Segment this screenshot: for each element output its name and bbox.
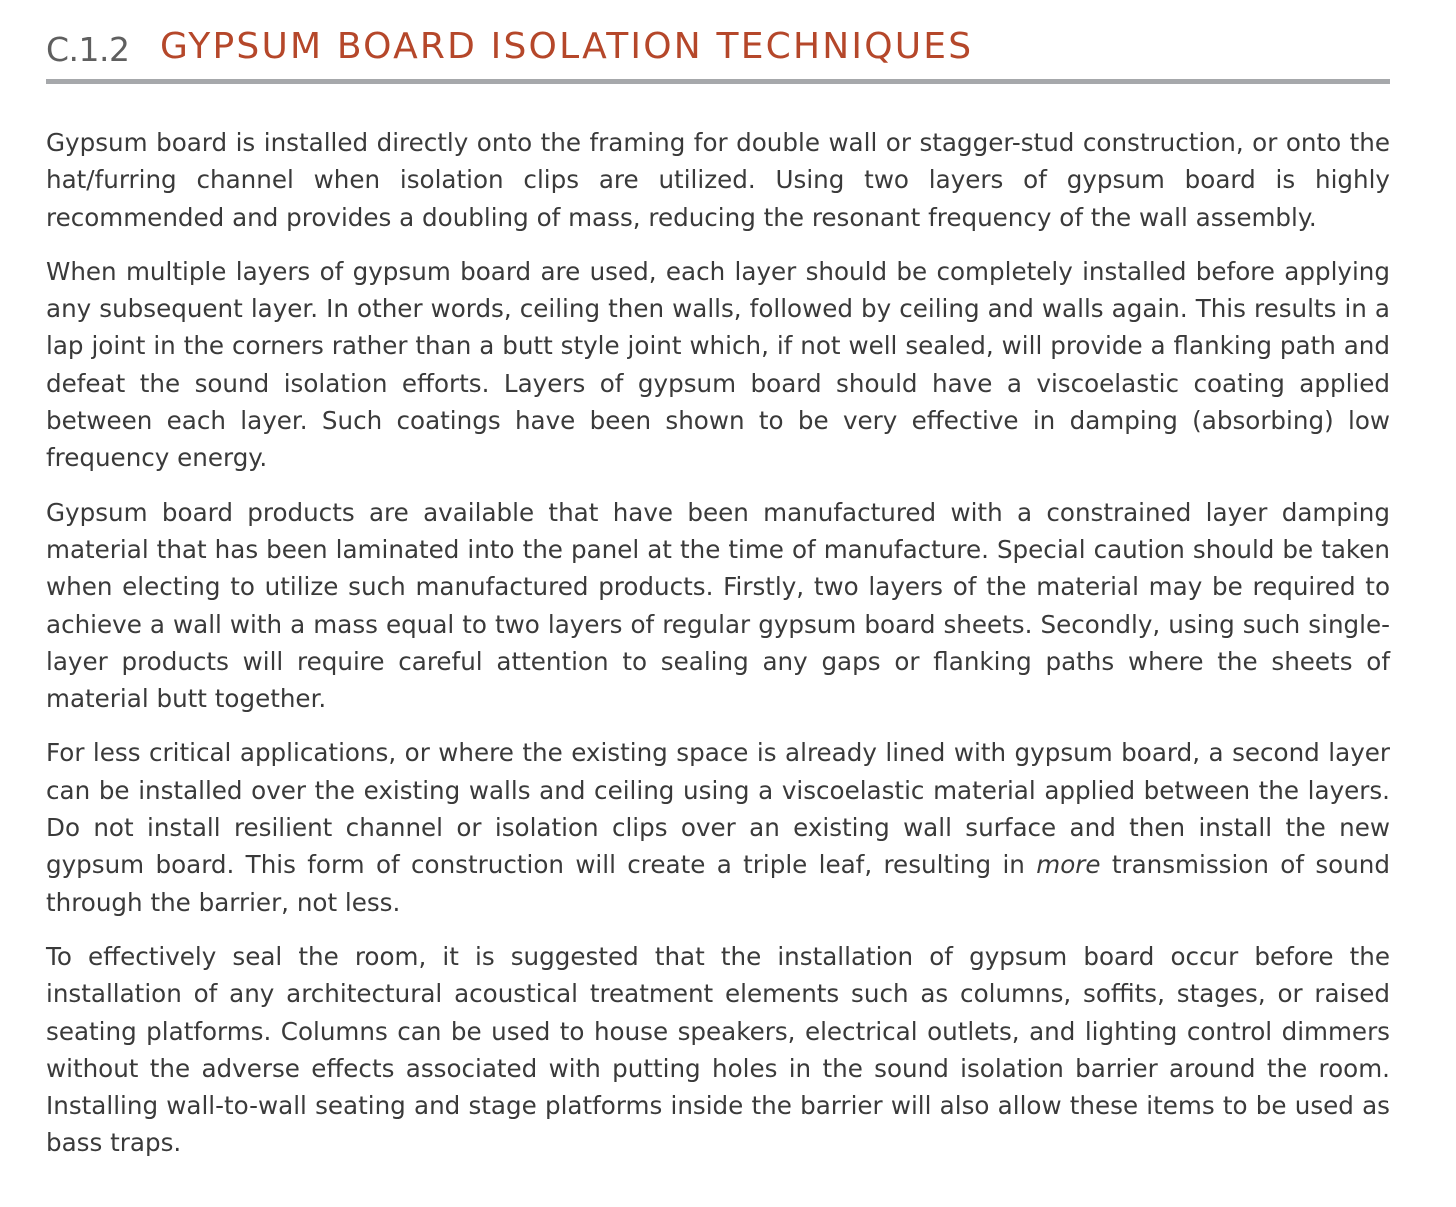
header-rule bbox=[46, 79, 1390, 84]
paragraph-2: When multiple layers of gypsum board are used, each layer should be completely installed before applying any subsequent layer. In other words, ceiling then walls, followed by ceiling and walls again. This results in a lap joint in the corners rather than a butt style joint which, if not well sealed, will provide a flanking path and defeat the sound isolation efforts. Layers of gypsum board should have a viscoelastic coating applied between each layer. Such coatings have been shown to be very effective in damping (absorbing) low frequency energy. bbox=[46, 256, 1390, 473]
section-number: C.1.2 bbox=[46, 30, 130, 69]
paragraph-4 bbox=[46, 734, 1390, 920]
paragraph-4-emphasis: more bbox=[1036, 850, 1101, 880]
document-page bbox=[46, 0, 1390, 1179]
section-header bbox=[46, 0, 1390, 86]
paragraph-4-text-start: For less critical applications, or where the existing space is already lined with gypsum board, a second layer can be installed over the existing walls and ceiling using a viscoelastic material applied between the layers. Do not install resilient channel or isolation clips over an existing wall surface and then install the new gypsum board. This form of construction will create a triple leaf, resulting in bbox=[46, 738, 1390, 880]
section-body bbox=[46, 124, 1390, 1162]
section-title: GYPSUM BOARD ISOLATION TECHNIQUES bbox=[160, 26, 974, 67]
paragraph-5: To effectively seal the room, it is suggested that the installation of gypsum board occur before the installation of any architectural acoustical treatment elements such as columns, soffits, stages, or raised seating platforms. Columns can be used to house speakers, electrical outlets, and lighting control dimmers without the adverse effects associated with putting holes in the sound isolation barrier around the room. Installing wall-to-wall seating and stage platforms inside the barrier will also allow these items to be used as bass traps. bbox=[46, 941, 1390, 1158]
paragraph-4-text-end: transmission of sound through the barrier, not less. bbox=[46, 850, 1390, 917]
paragraph-3: Gypsum board products are available that have been manufactured with a constrained layer damping material that has been laminated into the panel at the time of manufacture. Special caution should be taken when electing to utilize such manufactured products. Firstly, two layers of the material may be required to achieve a wall with a mass equal to two layers of regular gypsum board sheets. Secondly, using such single-layer products will require careful attention to sealing any gaps or flanking paths where the sheets of material butt together. bbox=[46, 497, 1390, 714]
paragraph-1: Gypsum board is installed directly onto the framing for double wall or stagger-stud construction, or onto the hat/furring channel when isolation clips are utilized. Using two layers of gypsum board is highly recommended and provides a doubling of mass, reducing the resonant frequency of the wall assembly. bbox=[46, 128, 1390, 232]
